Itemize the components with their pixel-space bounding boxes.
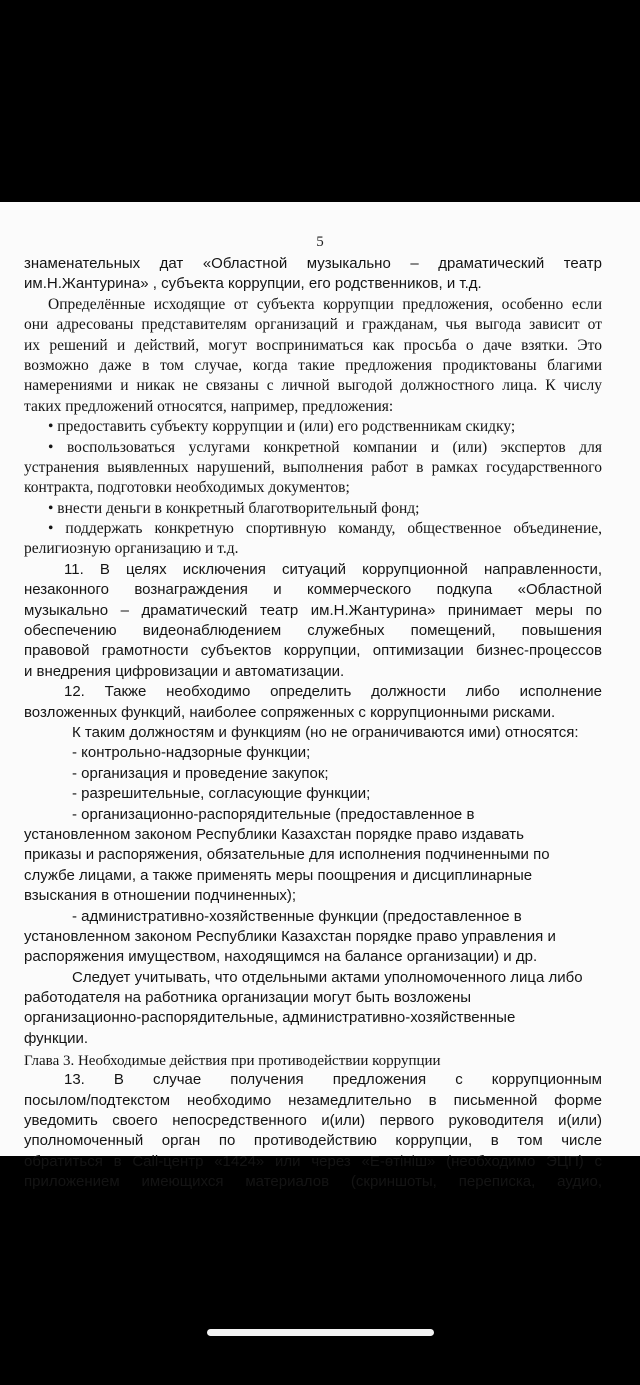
- document-page: [0, 202, 640, 1191]
- text-line: 11. В целях исключения ситуаций коррупционной направленности,: [64, 560, 602, 578]
- text-line: взыскания в отношении подчиненных);: [24, 887, 297, 905]
- text-line: таких предложений относятся, например, предложения:: [24, 397, 394, 415]
- text-line: музыкально – драматический театр им.Н.Жантурина» принимает меры по: [24, 601, 602, 619]
- text-line: правовой грамотности субъектов коррупции, оптимизации бизнес-процессов: [24, 642, 602, 660]
- text-line: и внедрения цифровизации и автоматизации.: [24, 662, 345, 680]
- text-line: контракта, подготовки необходимых документов;: [24, 479, 350, 497]
- text-line: возможно даже в том случае, когда такие предложения продиктованы благими: [24, 356, 602, 374]
- text-line: установленном законом Республики Казахстан порядке право управления и: [24, 927, 556, 945]
- text-line: обеспечению видеонаблюдением служебных помещений, повышения: [24, 622, 602, 640]
- text-line: Определённые исходящие от субъекта коррупции предложения, особенно если: [48, 295, 602, 313]
- text-line: - контрольно-надзорные функции;: [72, 744, 311, 762]
- document-text-block-2: [24, 1070, 602, 1192]
- text-line: - организационно-распорядительные (предоставленное в: [72, 805, 475, 823]
- page-number: 5: [316, 234, 324, 250]
- text-line: религиозную организацию и т.д.: [24, 540, 239, 558]
- text-line: распоряжения имуществом, находящимся на балансе организации) и др.: [24, 948, 538, 966]
- text-line: намерениями и никак не связаны с личной выгодой должностного лица. К числу: [24, 377, 602, 395]
- text-line: 13. В случае получения предложения с коррупционным: [64, 1071, 602, 1089]
- text-line: • воспользоваться услугами конкретной компании и (или) экспертов для: [48, 438, 602, 456]
- text-line: службе лицами, а также применять меры поощрения и дисциплинарные: [24, 866, 533, 884]
- text-line: - разрешительные, согласующие функции;: [72, 785, 371, 803]
- text-line: - организация и проведение закупок;: [72, 764, 329, 782]
- text-line: их решений и действий, могут восприниматься как просьба о даче взятки. Это: [24, 336, 602, 354]
- text-line: функции.: [24, 1029, 89, 1047]
- text-line: Следует учитывать, что отдельными актами уполномоченного лица либо: [72, 968, 583, 986]
- text-line: уведомить своего непосредственного и(или) первого руководителя и(или): [24, 1112, 602, 1130]
- text-line: • предоставить субъекту коррупции и (или) его родственникам скидку;: [48, 418, 516, 436]
- chapter-heading: Глава 3. Необходимые действия при противодействии коррупции: [24, 1053, 441, 1070]
- text-line: знаменательных дат «Областной музыкально – драматический театр: [24, 255, 602, 272]
- text-line: • поддержать конкретную спортивную команду, общественное объединение,: [48, 520, 602, 538]
- text-line: 12. Также необходимо определить должности либо исполнение: [64, 683, 602, 701]
- text-line: посылом/подтекстом необходимо незамедлительно в письменной форме: [24, 1091, 602, 1109]
- text-line: обратиться в Call-центр «1424» или через «Е-өтініш» (необходимо ЭЦП) с: [24, 1152, 602, 1170]
- text-line: - административно-хозяйственные функции (предоставленное в: [72, 907, 522, 925]
- text-line: им.Н.Жантурина» , субъекта коррупции, его родственников, и т.д.: [24, 275, 482, 293]
- text-line: незаконного вознаграждения и коммерческого подкупа «Областной: [24, 581, 602, 599]
- text-line: возложенных функций, наиболее сопряженных с коррупционными рисками.: [24, 703, 556, 721]
- home-indicator[interactable]: [207, 1329, 434, 1336]
- text-line: К таким должностям и функциям (но не ограничиваются ими) относятся:: [72, 723, 579, 741]
- text-line: приложением имеющихся материалов (скриншоты, переписка, аудио,: [24, 1173, 602, 1191]
- text-line: приказы и распоряжения, обязательные для исполнения подчиненными по: [24, 846, 550, 864]
- text-line: они адресованы представителям организаций и гражданам, чья выгода зависит от: [24, 316, 602, 334]
- document-body: [24, 254, 602, 1193]
- document-text-block-1: [24, 254, 602, 1049]
- text-line: установленном законом Республики Казахстан порядке право издавать: [24, 825, 524, 843]
- text-line: работодателя на работника организации могут быть возложены: [24, 989, 472, 1007]
- text-line: уполномоченный орган по противодействию коррупции, в том числе: [24, 1132, 602, 1150]
- text-line: устранения выявленных нарушений, выполнения работ в рамках государственного: [24, 458, 602, 476]
- text-line: • внести деньги в конкретный благотворительный фонд;: [48, 499, 420, 517]
- text-line: организационно-распорядительные, административно-хозяйственные: [24, 1009, 516, 1027]
